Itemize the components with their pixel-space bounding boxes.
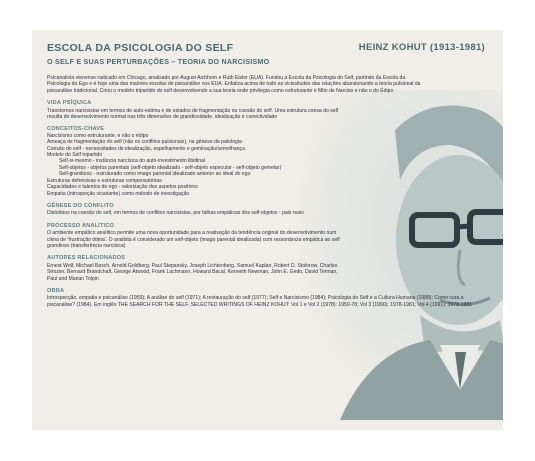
info-card (32, 30, 503, 430)
intro-paragraph: Psicanalista vienense radicado em Chicago, analisado por August Aichhorn e Ruth Eisler (EUA). Fundou a Escola da Psicologia do Self, partindo da Escola da Psicologia do Ego e é hoje uma das maiores escolas de psicanálise nos EUA. Enfatiza acima de tudo as vicissitudes das relações abandonando a teoria pulsional da psicanálise tradicional. Criou o modelo tripartido do self desenvolvendo a sua teoria onde privilegia como estruturante o Mito de Narciso e não o do Édipo (47, 75, 421, 94)
concept-item: Estruturas defensivas e estruturas compensatórias (47, 177, 162, 184)
concept-item: Coesão do self - necessidades de idealização, espelhamento e geminação/semelhança (47, 145, 245, 152)
concept-item: Modelo do Self tripartido (47, 152, 103, 159)
header-left (47, 42, 269, 66)
section-text-vida: Transtornos narcisistas em termos de auto-estima e de estados de fragmentação ou coesão do self. Uma estrutura coesa do self resulta do desenvolvimento normal nas três dimensões de grandiosidade, idealização e conectividade (47, 107, 339, 121)
concept-subitem: Self-objetos - objetos parentais (self-objeto idealizado - self-objeto especular - self-objeto gemelar) (59, 164, 282, 171)
section-title-autores: AUTORES RELACIONADOS (47, 255, 126, 262)
concept-subitem: Self-si-mesmo - instância narcísica do auto-investimento libidinal (59, 158, 206, 165)
section-title-processo: PROCESSO ANALÍTICO (47, 222, 115, 229)
concept-item: Ameaça de fragmentação do self (não os conflitos pulsionais), na gênese da patologia (47, 139, 242, 146)
content (47, 74, 487, 308)
section-title-vida: VIDA PSÍQUICA (47, 100, 92, 107)
section-text-autores: Ernest Wolf, Michael Basch, Arnold Goldberg, Paul Stepansky, Joseph Lichtenberg, Samuel Kaplan, Robert D. Stolorow, Charles Strozier, Bernard Brandchaft, George Atwood, Frank Lachmann, Howard Bacal, Kenneth Newman, John E. Gedo, David Terman, Paul and Marian Tolpin (47, 262, 338, 282)
section-text-genese: Distúrbios na coesão do self, em termos de conflitos narcisistas, por falhas empáticas dos self-objetos - pais reais (47, 210, 304, 217)
person-name: HEINZ KOHUT (1913-1981) (358, 42, 485, 53)
page-subtitle: O SELF E SUAS PERTURBAÇÕES – TEORIA DO NARCISISMO (47, 57, 270, 66)
concept-item: Narcisismo como estruturante, e não o édipo (47, 132, 149, 139)
section-title-obra: OBRA (47, 287, 65, 294)
section-title-genese: GÊNESE DO CONFLITO (47, 202, 114, 209)
section-title-conceitos: CONCEITOS-CHAVE (47, 126, 105, 133)
section-text-obra: Introspecção, empatia e psicanálise (1959); A análise do self (1971); A restauração do self (1977); Self e Narcisismo (1984); Psicologia do Self e a Cultura Humana (1988); Como cura a psicanálise? (1984). Em inglês THE SEARCH FOR THE SELF, SELECTED WRITINGS OF HEINZ KOHUT: Vol 1 e Vol 2 (1978): 1950-78; Vol 3 (1990): 1978-1981; Vol 4 (1991): 1978-1981 (47, 295, 473, 308)
concept-item: Empatia (introspeção vicariante) como método de investigação (47, 190, 190, 197)
concept-subitem: Self-grandioso - estruturado como imago parental idealizado anterior ao ideal do ego (59, 171, 251, 178)
concept-item: Capacidades e talentos do ego - valorização dos aspetos positivos (47, 184, 198, 191)
page-title: ESCOLA DA PSICOLOGIA DO SELF (47, 42, 234, 54)
section-text-processo: O ambiente empático analítico permite uma nova oportunidade para a reativação da tendência original do desenvolvimento num clima de 'frustração ótima'. O analista é considerado um self-objeto (imago parental idealizada) com ressonância empática ao self grandioso (transferência narcísica) (47, 230, 340, 249)
